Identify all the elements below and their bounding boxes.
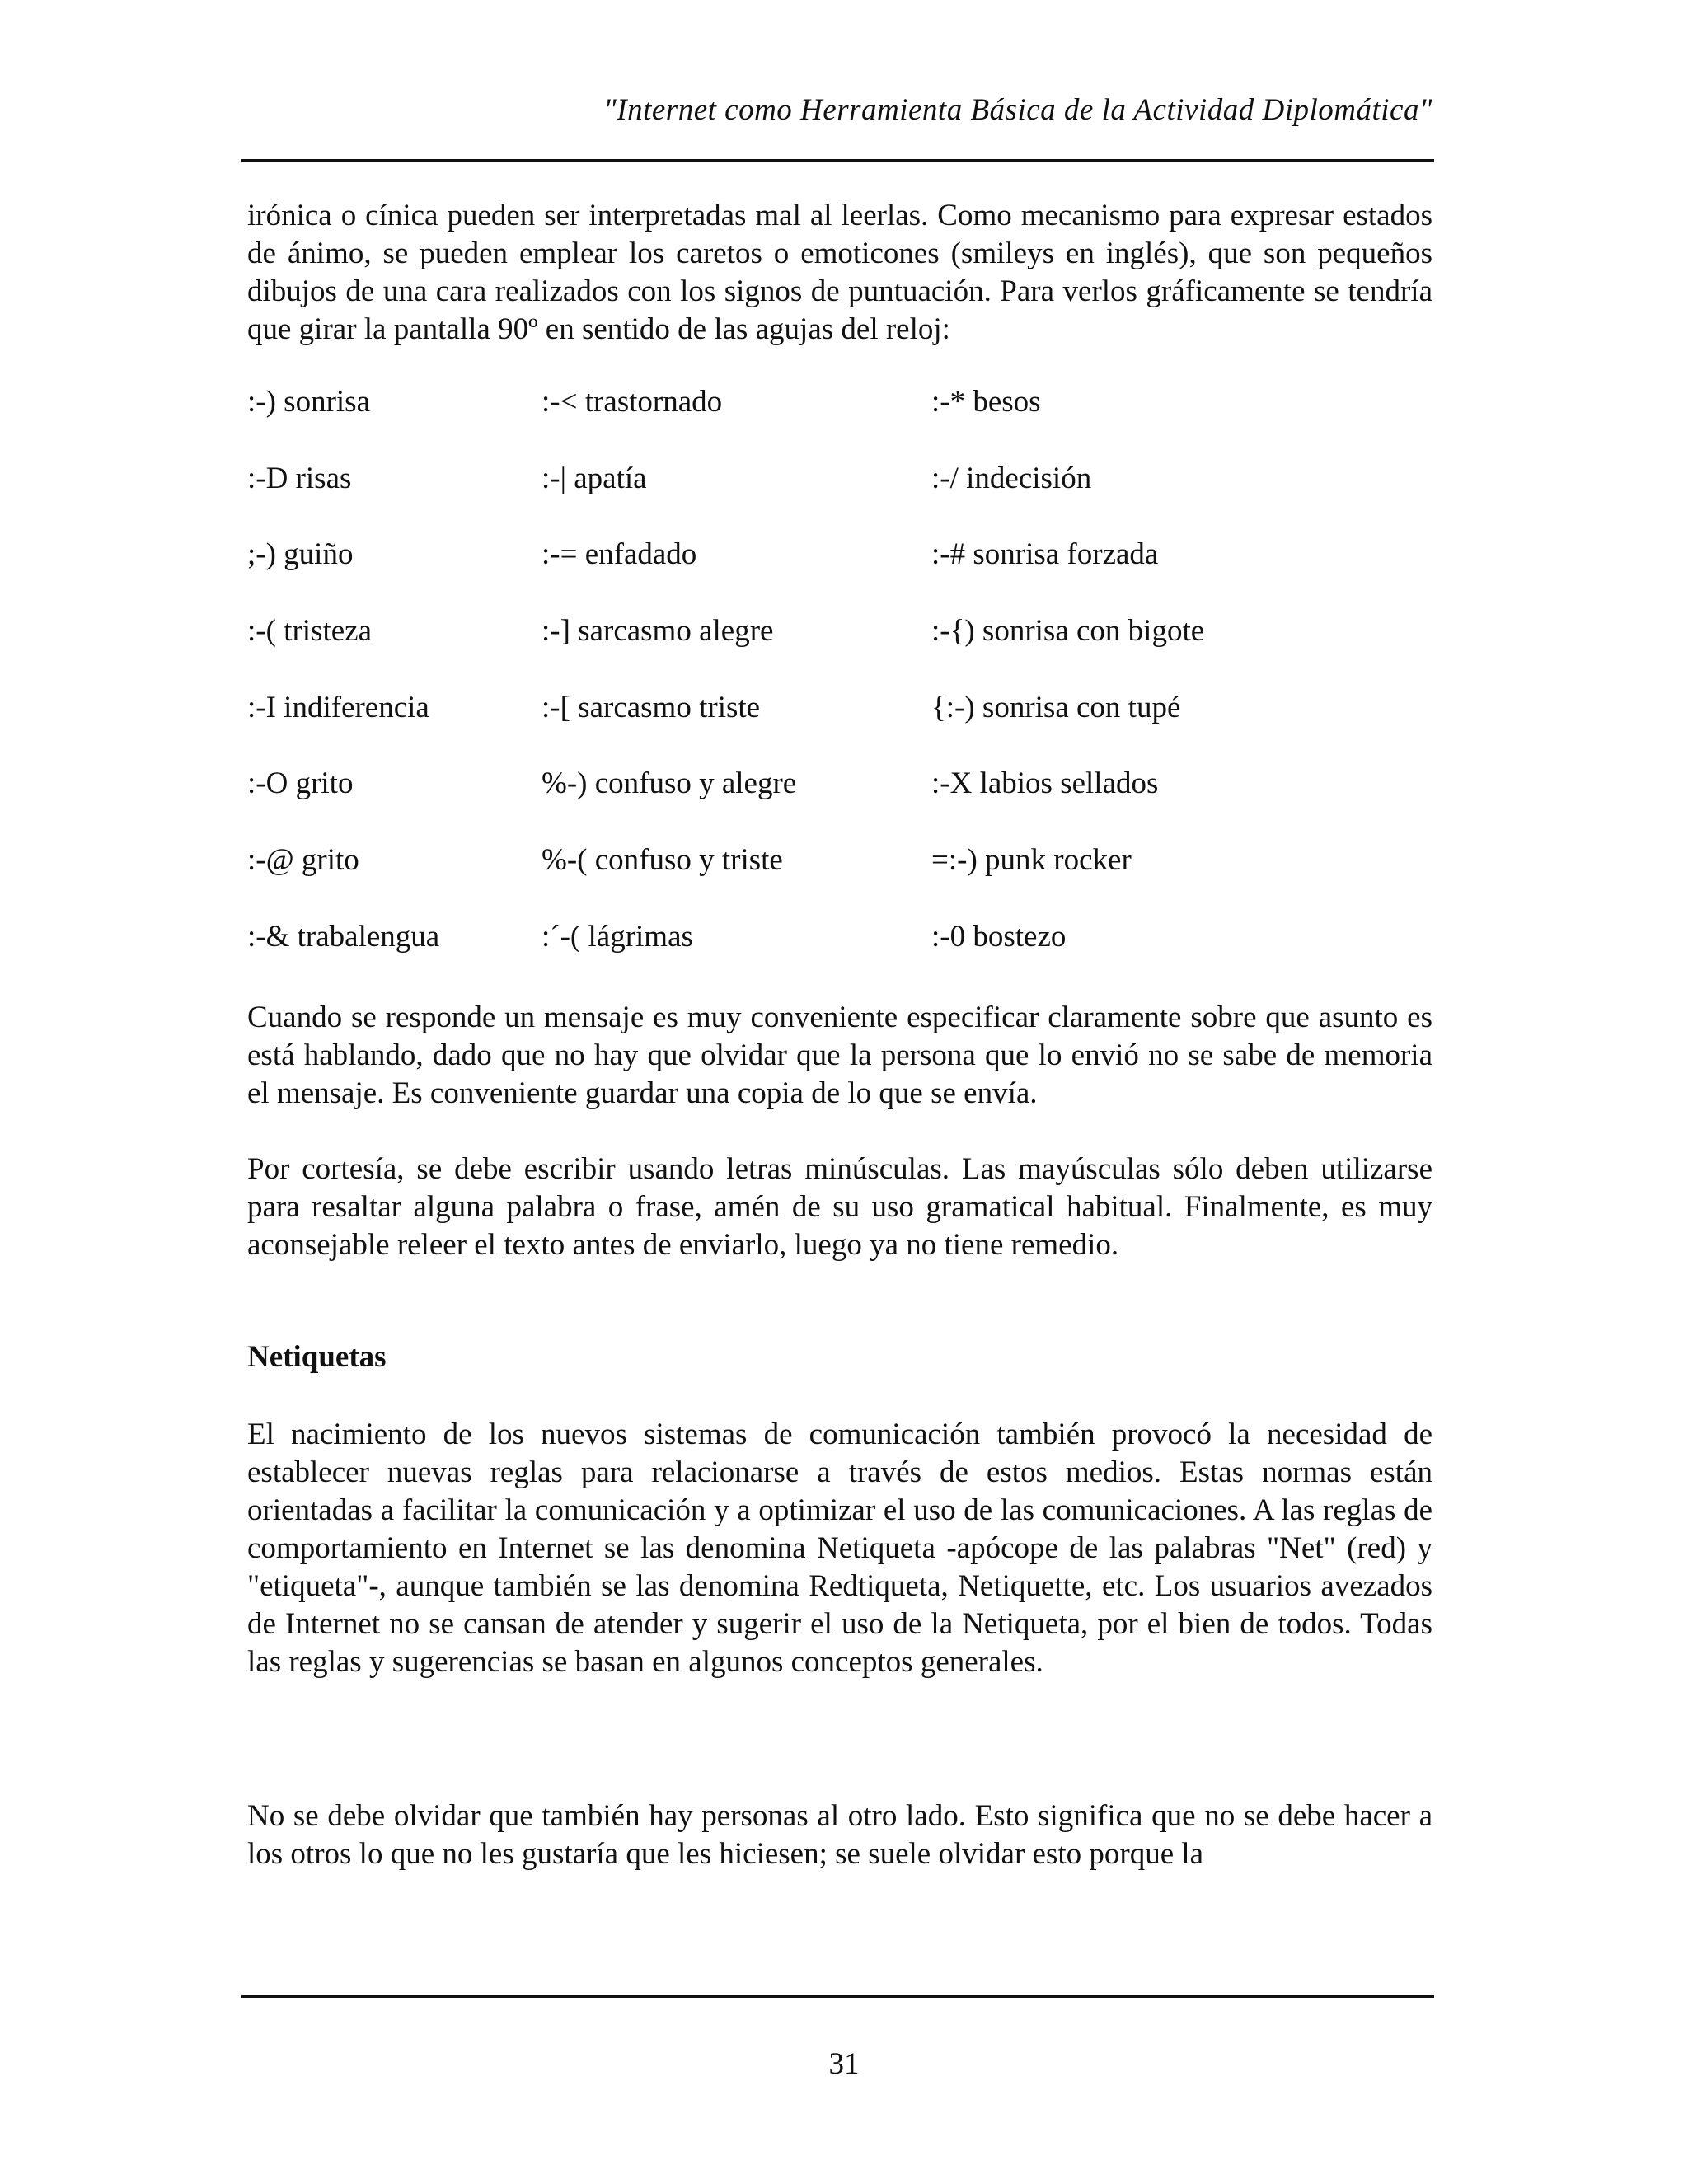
emoticon-entry: :-= enfadado: [542, 537, 697, 572]
emoticon-entry: :-/ indecisión: [931, 461, 1092, 495]
emoticon-entry: {:-) sonrisa con tupé: [931, 690, 1181, 724]
emoticon-row: [247, 536, 1434, 612]
emoticon-row: [247, 460, 1434, 537]
footer-rule: [241, 1995, 1434, 1998]
paragraph-emoticons-intro: irónica o cínica pueden ser interpretadas mal al leerlas. Como mecanismo para expresar estados de ánimo, se pueden emplear los caretos o emoticones (smileys en inglés), que son pequeños dibujos de una cara realizados con los signos de puntuación. Para verlos gráficamente se tendría que girar la pantalla 90º en sentido de las agujas del reloj:: [247, 199, 1432, 346]
section-heading: Netiquetas: [247, 1340, 387, 1374]
emoticon-entry: ;-) guiño: [247, 537, 354, 572]
emoticon-row: [247, 383, 1434, 460]
emoticon-entry: :-@ grito: [247, 843, 359, 878]
emoticon-entry: :-) sonrisa: [247, 385, 370, 419]
paragraph-other-people: No se debe olvidar que también hay personas al otro lado. Esto significa que no se debe hacer a los otros lo que no les gustaría que les hiciesen; se suele olvidar esto porque la: [247, 1799, 1432, 1871]
emoticon-table: [247, 383, 1434, 995]
emoticon-entry: %-( confuso y triste: [542, 843, 783, 878]
emoticon-entry: :-* besos: [931, 385, 1041, 419]
emoticon-entry: :-X labios sellados: [931, 766, 1159, 801]
page-number: 31: [828, 2047, 860, 2081]
emoticon-entry: =:-) punk rocker: [931, 843, 1132, 878]
emoticon-entry: :-[ sarcasmo triste: [542, 690, 761, 724]
emoticon-entry: :-( tristeza: [247, 614, 372, 649]
emoticon-entry: :-0 bostezo: [931, 919, 1067, 954]
paragraph-netiquette: El nacimiento de los nuevos sistemas de comunicación también provocó la necesidad de establecer nuevas reglas para relacionarse a través de estos medios. Estas normas están orientadas a facilitar la comunicación y a optimizar el uso de las comunicaciones. A las reglas de comportamiento en Internet se las denomina Netiqueta -apócope de las palabras "Net" (red) y "etiqueta"-, aunque también se las denomina Redtiqueta, Netiquette, etc. Los usuarios avezados de Internet no se cansan de atender y sugerir el uso de la Netiqueta, por el bien de todos. Todas las reglas y sugerencias se basan en algunos conceptos generales.: [247, 1418, 1432, 1679]
emoticon-entry: :-| apatía: [542, 461, 647, 495]
emoticon-entry: :-& trabalengua: [247, 919, 440, 954]
emoticon-entry: :-D risas: [247, 461, 352, 495]
paragraph-replying: Cuando se responde un mensaje es muy conveniente especificar claramente sobre que asunto es está hablando, dado que no hay que olvidar que la persona que lo envió no se sabe de memoria el mensaje. Es conveniente guardar una copia de lo que se envía.: [247, 1001, 1432, 1110]
emoticon-entry: :-< trastornado: [542, 385, 723, 419]
emoticon-entry: %-) confuso y alegre: [542, 766, 797, 801]
paragraph-courtesy: Por cortesía, se debe escribir usando letras minúsculas. Las mayúsculas sólo deben utilizarse para resaltar alguna palabra o frase, amén de su uso gramatical habitual. Finalmente, es muy aconsejable releer el texto antes de enviarlo, luego ya no tiene remedio.: [247, 1152, 1432, 1262]
running-header: "Internet como Herramienta Básica de la Actividad Diplomática": [603, 93, 1432, 127]
emoticon-row: [247, 612, 1434, 689]
emoticon-entry: :-{) sonrisa con bigote: [931, 614, 1205, 649]
emoticon-row: [247, 918, 1434, 995]
emoticon-entry: :-O grito: [247, 766, 354, 801]
emoticon-row: [247, 841, 1434, 918]
emoticon-row: [247, 765, 1434, 841]
header-rule: [241, 159, 1434, 162]
emoticon-entry: :-] sarcasmo alegre: [542, 614, 774, 649]
emoticon-entry: :-# sonrisa forzada: [931, 537, 1159, 572]
emoticon-entry: :´-( lágrimas: [542, 919, 693, 954]
emoticon-row: [247, 689, 1434, 766]
emoticon-entry: :-I indiferencia: [247, 690, 429, 724]
